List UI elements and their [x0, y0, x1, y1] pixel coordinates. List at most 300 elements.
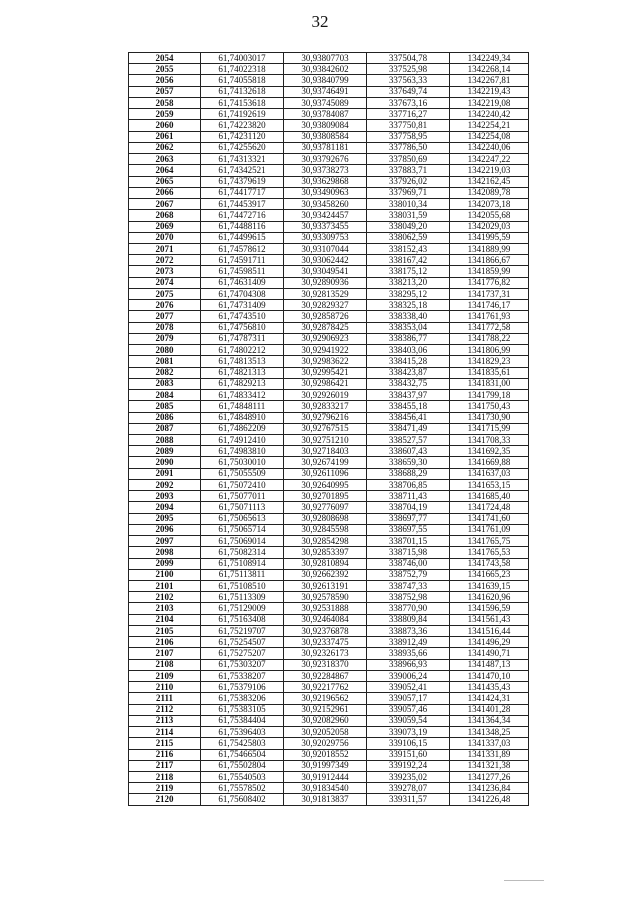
- latitude-cell: 61,74848111: [201, 401, 284, 412]
- x-coordinate-cell: 338711,43: [367, 491, 450, 502]
- y-coordinate-cell: 1341226,48: [450, 794, 529, 805]
- x-coordinate-cell: 338607,43: [367, 446, 450, 457]
- latitude-cell: 61,74821313: [201, 367, 284, 378]
- latitude-cell: 61,74743510: [201, 311, 284, 322]
- x-coordinate-cell: 338415,28: [367, 356, 450, 367]
- point-number-cell: 2070: [129, 232, 201, 243]
- y-coordinate-cell: 1341724,48: [450, 502, 529, 513]
- x-coordinate-cell: 339059,54: [367, 715, 450, 726]
- y-coordinate-cell: 1341337,03: [450, 738, 529, 749]
- longitude-cell: 30,92941922: [284, 345, 367, 356]
- x-coordinate-cell: 339192,24: [367, 760, 450, 771]
- point-number-cell: 2084: [129, 390, 201, 401]
- longitude-cell: 30,91912444: [284, 772, 367, 783]
- longitude-cell: 30,92810894: [284, 558, 367, 569]
- x-coordinate-cell: 337563,33: [367, 75, 450, 86]
- longitude-cell: 30,93738273: [284, 165, 367, 176]
- y-coordinate-cell: 1341806,99: [450, 345, 529, 356]
- point-number-cell: 2075: [129, 288, 201, 299]
- x-coordinate-cell: 338167,42: [367, 255, 450, 266]
- table-row: [129, 367, 529, 378]
- longitude-cell: 30,92578590: [284, 592, 367, 603]
- point-number-cell: 2102: [129, 592, 201, 603]
- latitude-cell: 61,74132618: [201, 86, 284, 97]
- x-coordinate-cell: 338935,66: [367, 648, 450, 659]
- latitude-cell: 61,75071113: [201, 502, 284, 513]
- x-coordinate-cell: 338152,43: [367, 243, 450, 254]
- table-row: [129, 513, 529, 524]
- table-row: [129, 446, 529, 457]
- longitude-cell: 30,92813529: [284, 288, 367, 299]
- y-coordinate-cell: 1341765,53: [450, 547, 529, 558]
- longitude-cell: 30,92640995: [284, 479, 367, 490]
- point-number-cell: 2061: [129, 131, 201, 142]
- x-coordinate-cell: 337850,69: [367, 154, 450, 165]
- y-coordinate-cell: 1341516,44: [450, 625, 529, 636]
- table-row: [129, 547, 529, 558]
- point-number-cell: 2108: [129, 659, 201, 670]
- x-coordinate-cell: 339106,15: [367, 738, 450, 749]
- y-coordinate-cell: 1341829,23: [450, 356, 529, 367]
- y-coordinate-cell: 1342055,68: [450, 210, 529, 221]
- point-number-cell: 2106: [129, 637, 201, 648]
- y-coordinate-cell: 1341653,15: [450, 479, 529, 490]
- table-row: [129, 345, 529, 356]
- longitude-cell: 30,93808584: [284, 131, 367, 142]
- point-number-cell: 2064: [129, 165, 201, 176]
- point-number-cell: 2099: [129, 558, 201, 569]
- longitude-cell: 30,92613191: [284, 581, 367, 592]
- table-row: [129, 423, 529, 434]
- point-number-cell: 2114: [129, 727, 201, 738]
- longitude-cell: 30,92829327: [284, 300, 367, 311]
- y-coordinate-cell: 1342073,18: [450, 199, 529, 210]
- longitude-cell: 30,92318370: [284, 659, 367, 670]
- y-coordinate-cell: 1341750,43: [450, 401, 529, 412]
- latitude-cell: 61,74255620: [201, 142, 284, 153]
- longitude-cell: 30,93424457: [284, 210, 367, 221]
- table-row: [129, 221, 529, 232]
- table-row: [129, 288, 529, 299]
- table-row: [129, 715, 529, 726]
- latitude-cell: 61,75578502: [201, 783, 284, 794]
- point-number-cell: 2085: [129, 401, 201, 412]
- table-row: [129, 165, 529, 176]
- table-row: [129, 614, 529, 625]
- table-row: [129, 659, 529, 670]
- longitude-cell: 30,92796216: [284, 412, 367, 423]
- x-coordinate-cell: 339057,17: [367, 693, 450, 704]
- table-row: [129, 210, 529, 221]
- x-coordinate-cell: 337716,27: [367, 109, 450, 120]
- x-coordinate-cell: 337883,71: [367, 165, 450, 176]
- longitude-cell: 30,93049541: [284, 266, 367, 277]
- latitude-cell: 61,74379619: [201, 176, 284, 187]
- longitude-cell: 30,92018552: [284, 749, 367, 760]
- table-row: [129, 75, 529, 86]
- latitude-cell: 61,74756810: [201, 322, 284, 333]
- point-number-cell: 2093: [129, 491, 201, 502]
- longitude-cell: 30,92995421: [284, 367, 367, 378]
- point-number-cell: 2112: [129, 704, 201, 715]
- point-number-cell: 2058: [129, 97, 201, 108]
- point-number-cell: 2056: [129, 75, 201, 86]
- point-number-cell: 2073: [129, 266, 201, 277]
- point-number-cell: 2057: [129, 86, 201, 97]
- y-coordinate-cell: 1342219,08: [450, 97, 529, 108]
- point-number-cell: 2101: [129, 581, 201, 592]
- table-row: [129, 64, 529, 75]
- x-coordinate-cell: 339073,19: [367, 727, 450, 738]
- y-coordinate-cell: 1341348,25: [450, 727, 529, 738]
- table-row: [129, 243, 529, 254]
- latitude-cell: 61,75338207: [201, 670, 284, 681]
- point-number-cell: 2065: [129, 176, 201, 187]
- y-coordinate-cell: 1341364,34: [450, 715, 529, 726]
- y-coordinate-cell: 1342240,06: [450, 142, 529, 153]
- latitude-cell: 61,75069014: [201, 536, 284, 547]
- latitude-cell: 61,74499615: [201, 232, 284, 243]
- point-number-cell: 2069: [129, 221, 201, 232]
- point-number-cell: 2068: [129, 210, 201, 221]
- table-row: [129, 479, 529, 490]
- x-coordinate-cell: 338062,59: [367, 232, 450, 243]
- latitude-cell: 61,75108914: [201, 558, 284, 569]
- longitude-cell: 30,92284867: [284, 670, 367, 681]
- point-number-cell: 2092: [129, 479, 201, 490]
- table-row: [129, 109, 529, 120]
- longitude-cell: 30,92853397: [284, 547, 367, 558]
- latitude-cell: 61,75113309: [201, 592, 284, 603]
- longitude-cell: 30,92926019: [284, 390, 367, 401]
- point-number-cell: 2098: [129, 547, 201, 558]
- longitude-cell: 30,92858726: [284, 311, 367, 322]
- point-number-cell: 2100: [129, 569, 201, 580]
- longitude-cell: 30,92878425: [284, 322, 367, 333]
- y-coordinate-cell: 1341496,29: [450, 637, 529, 648]
- longitude-cell: 30,92833217: [284, 401, 367, 412]
- y-coordinate-cell: 1342268,14: [450, 64, 529, 75]
- latitude-cell: 61,75055509: [201, 468, 284, 479]
- point-number-cell: 2120: [129, 794, 201, 805]
- y-coordinate-cell: 1341715,99: [450, 423, 529, 434]
- y-coordinate-cell: 1342029,03: [450, 221, 529, 232]
- longitude-cell: 30,91997349: [284, 760, 367, 771]
- y-coordinate-cell: 1341620,96: [450, 592, 529, 603]
- latitude-cell: 61,75077011: [201, 491, 284, 502]
- point-number-cell: 2082: [129, 367, 201, 378]
- y-coordinate-cell: 1341692,35: [450, 446, 529, 457]
- y-coordinate-cell: 1341761,09: [450, 524, 529, 535]
- latitude-cell: 61,74598511: [201, 266, 284, 277]
- x-coordinate-cell: 337926,02: [367, 176, 450, 187]
- point-number-cell: 2117: [129, 760, 201, 771]
- point-number-cell: 2110: [129, 682, 201, 693]
- y-coordinate-cell: 1341277,26: [450, 772, 529, 783]
- table-row: [129, 142, 529, 153]
- table-row: [129, 468, 529, 479]
- longitude-cell: 30,93629868: [284, 176, 367, 187]
- latitude-cell: 61,74342521: [201, 165, 284, 176]
- latitude-cell: 61,74829213: [201, 378, 284, 389]
- latitude-cell: 61,75425803: [201, 738, 284, 749]
- page-edge-line: [504, 880, 544, 881]
- table-row: [129, 232, 529, 243]
- table-row: [129, 738, 529, 749]
- latitude-cell: 61,74833412: [201, 390, 284, 401]
- y-coordinate-cell: 1341730,90: [450, 412, 529, 423]
- latitude-cell: 61,74813513: [201, 356, 284, 367]
- latitude-cell: 61,74022318: [201, 64, 284, 75]
- coordinates-table-body: [129, 53, 529, 806]
- longitude-cell: 30,93809084: [284, 120, 367, 131]
- table-row: [129, 637, 529, 648]
- point-number-cell: 2054: [129, 53, 201, 64]
- longitude-cell: 30,92751210: [284, 434, 367, 445]
- table-row: [129, 356, 529, 367]
- y-coordinate-cell: 1341470,10: [450, 670, 529, 681]
- x-coordinate-cell: 338423,87: [367, 367, 450, 378]
- y-coordinate-cell: 1341639,15: [450, 581, 529, 592]
- latitude-cell: 61,75254507: [201, 637, 284, 648]
- longitude-cell: 30,92376878: [284, 625, 367, 636]
- latitude-cell: 61,74631409: [201, 277, 284, 288]
- x-coordinate-cell: 338175,12: [367, 266, 450, 277]
- longitude-cell: 30,92674199: [284, 457, 367, 468]
- latitude-cell: 61,75108510: [201, 581, 284, 592]
- y-coordinate-cell: 1341835,61: [450, 367, 529, 378]
- x-coordinate-cell: 338912,49: [367, 637, 450, 648]
- x-coordinate-cell: 337649,74: [367, 86, 450, 97]
- y-coordinate-cell: 1341490,71: [450, 648, 529, 659]
- x-coordinate-cell: 338697,77: [367, 513, 450, 524]
- x-coordinate-cell: 338295,12: [367, 288, 450, 299]
- y-coordinate-cell: 1341561,43: [450, 614, 529, 625]
- latitude-cell: 61,74802212: [201, 345, 284, 356]
- y-coordinate-cell: 1341776,82: [450, 277, 529, 288]
- point-number-cell: 2086: [129, 412, 201, 423]
- y-coordinate-cell: 1341866,67: [450, 255, 529, 266]
- x-coordinate-cell: 338471,49: [367, 423, 450, 434]
- x-coordinate-cell: 338809,84: [367, 614, 450, 625]
- y-coordinate-cell: 1341741,60: [450, 513, 529, 524]
- table-row: [129, 86, 529, 97]
- table-row: [129, 120, 529, 131]
- latitude-cell: 61,75129009: [201, 603, 284, 614]
- longitude-cell: 30,93745089: [284, 97, 367, 108]
- longitude-cell: 30,92906923: [284, 333, 367, 344]
- coordinates-table: [128, 52, 529, 806]
- longitude-cell: 30,93309753: [284, 232, 367, 243]
- table-row: [129, 255, 529, 266]
- point-number-cell: 2116: [129, 749, 201, 760]
- table-row: [129, 322, 529, 333]
- latitude-cell: 61,75113811: [201, 569, 284, 580]
- x-coordinate-cell: 337525,98: [367, 64, 450, 75]
- x-coordinate-cell: 338706,85: [367, 479, 450, 490]
- longitude-cell: 30,92029756: [284, 738, 367, 749]
- y-coordinate-cell: 1341831,00: [450, 378, 529, 389]
- latitude-cell: 61,74223820: [201, 120, 284, 131]
- latitude-cell: 61,75383206: [201, 693, 284, 704]
- y-coordinate-cell: 1341669,88: [450, 457, 529, 468]
- point-number-cell: 2109: [129, 670, 201, 681]
- latitude-cell: 61,74231120: [201, 131, 284, 142]
- table-row: [129, 266, 529, 277]
- latitude-cell: 61,75502804: [201, 760, 284, 771]
- point-number-cell: 2090: [129, 457, 201, 468]
- x-coordinate-cell: 338031,59: [367, 210, 450, 221]
- x-coordinate-cell: 338386,77: [367, 333, 450, 344]
- y-coordinate-cell: 1342247,22: [450, 154, 529, 165]
- latitude-cell: 61,74153618: [201, 97, 284, 108]
- latitude-cell: 61,74192619: [201, 109, 284, 120]
- longitude-cell: 30,92337475: [284, 637, 367, 648]
- y-coordinate-cell: 1341596,59: [450, 603, 529, 614]
- table-row: [129, 300, 529, 311]
- latitude-cell: 61,74003017: [201, 53, 284, 64]
- point-number-cell: 2091: [129, 468, 201, 479]
- table-row: [129, 199, 529, 210]
- y-coordinate-cell: 1342219,03: [450, 165, 529, 176]
- x-coordinate-cell: 338010,34: [367, 199, 450, 210]
- y-coordinate-cell: 1341889,99: [450, 243, 529, 254]
- y-coordinate-cell: 1341761,93: [450, 311, 529, 322]
- y-coordinate-cell: 1341799,18: [450, 390, 529, 401]
- longitude-cell: 30,91813837: [284, 794, 367, 805]
- latitude-cell: 61,75379106: [201, 682, 284, 693]
- y-coordinate-cell: 1341435,43: [450, 682, 529, 693]
- latitude-cell: 61,74983810: [201, 446, 284, 457]
- page-number: 32: [311, 12, 329, 31]
- longitude-cell: 30,92983622: [284, 356, 367, 367]
- table-row: [129, 592, 529, 603]
- table-row: [129, 536, 529, 547]
- y-coordinate-cell: 1341859,99: [450, 266, 529, 277]
- longitude-cell: 30,92082960: [284, 715, 367, 726]
- latitude-cell: 61,75608402: [201, 794, 284, 805]
- table-row: [129, 491, 529, 502]
- y-coordinate-cell: 1341765,75: [450, 536, 529, 547]
- latitude-cell: 61,74453917: [201, 199, 284, 210]
- table-row: [129, 434, 529, 445]
- x-coordinate-cell: 338213,20: [367, 277, 450, 288]
- y-coordinate-cell: 1341401,28: [450, 704, 529, 715]
- point-number-cell: 2060: [129, 120, 201, 131]
- longitude-cell: 30,92845598: [284, 524, 367, 535]
- longitude-cell: 30,92808698: [284, 513, 367, 524]
- table-row: [129, 457, 529, 468]
- point-number-cell: 2080: [129, 345, 201, 356]
- y-coordinate-cell: 1341743,58: [450, 558, 529, 569]
- point-number-cell: 2118: [129, 772, 201, 783]
- longitude-cell: 30,92052058: [284, 727, 367, 738]
- latitude-cell: 61,74912410: [201, 434, 284, 445]
- x-coordinate-cell: 339311,57: [367, 794, 450, 805]
- longitude-cell: 30,92776097: [284, 502, 367, 513]
- table-row: [129, 625, 529, 636]
- longitude-cell: 30,92464084: [284, 614, 367, 625]
- x-coordinate-cell: 338746,00: [367, 558, 450, 569]
- table-row: [129, 53, 529, 64]
- longitude-cell: 30,92767515: [284, 423, 367, 434]
- longitude-cell: 30,92531888: [284, 603, 367, 614]
- x-coordinate-cell: 337504,78: [367, 53, 450, 64]
- x-coordinate-cell: 339278,07: [367, 783, 450, 794]
- latitude-cell: 61,74848910: [201, 412, 284, 423]
- latitude-cell: 61,74704308: [201, 288, 284, 299]
- x-coordinate-cell: 337786,50: [367, 142, 450, 153]
- x-coordinate-cell: 338701,15: [367, 536, 450, 547]
- table-row: [129, 569, 529, 580]
- table-row: [129, 794, 529, 805]
- y-coordinate-cell: 1341236,84: [450, 783, 529, 794]
- point-number-cell: 2095: [129, 513, 201, 524]
- latitude-cell: 61,75466504: [201, 749, 284, 760]
- table-row: [129, 749, 529, 760]
- point-number-cell: 2063: [129, 154, 201, 165]
- table-row: [129, 412, 529, 423]
- y-coordinate-cell: 1341637,03: [450, 468, 529, 479]
- y-coordinate-cell: 1342162,45: [450, 176, 529, 187]
- longitude-cell: 30,93840799: [284, 75, 367, 86]
- point-number-cell: 2096: [129, 524, 201, 535]
- latitude-cell: 61,74731409: [201, 300, 284, 311]
- x-coordinate-cell: 338456,41: [367, 412, 450, 423]
- y-coordinate-cell: 1341685,40: [450, 491, 529, 502]
- y-coordinate-cell: 1341424,31: [450, 693, 529, 704]
- point-number-cell: 2059: [129, 109, 201, 120]
- x-coordinate-cell: 338697,55: [367, 524, 450, 535]
- latitude-cell: 61,74313321: [201, 154, 284, 165]
- table-row: [129, 187, 529, 198]
- x-coordinate-cell: 338353,04: [367, 322, 450, 333]
- x-coordinate-cell: 339052,41: [367, 682, 450, 693]
- x-coordinate-cell: 338770,90: [367, 603, 450, 614]
- x-coordinate-cell: 338752,98: [367, 592, 450, 603]
- longitude-cell: 30,93746491: [284, 86, 367, 97]
- y-coordinate-cell: 1341708,33: [450, 434, 529, 445]
- longitude-cell: 30,92611096: [284, 468, 367, 479]
- longitude-cell: 30,93490963: [284, 187, 367, 198]
- x-coordinate-cell: 339057,46: [367, 704, 450, 715]
- latitude-cell: 61,74417717: [201, 187, 284, 198]
- table-row: [129, 311, 529, 322]
- latitude-cell: 61,75065613: [201, 513, 284, 524]
- table-row: [129, 704, 529, 715]
- x-coordinate-cell: 338049,20: [367, 221, 450, 232]
- table-row: [129, 277, 529, 288]
- longitude-cell: 30,93373455: [284, 221, 367, 232]
- point-number-cell: 2103: [129, 603, 201, 614]
- latitude-cell: 61,74862209: [201, 423, 284, 434]
- longitude-cell: 30,92854298: [284, 536, 367, 547]
- x-coordinate-cell: 339235,02: [367, 772, 450, 783]
- x-coordinate-cell: 338338,40: [367, 311, 450, 322]
- point-number-cell: 2105: [129, 625, 201, 636]
- y-coordinate-cell: 1341487,13: [450, 659, 529, 670]
- y-coordinate-cell: 1342254,21: [450, 120, 529, 131]
- longitude-cell: 30,91834540: [284, 783, 367, 794]
- table-row: [129, 524, 529, 535]
- table-row: [129, 401, 529, 412]
- point-number-cell: 2071: [129, 243, 201, 254]
- table-row: [129, 603, 529, 614]
- point-number-cell: 2111: [129, 693, 201, 704]
- y-coordinate-cell: 1341737,31: [450, 288, 529, 299]
- latitude-cell: 61,74787311: [201, 333, 284, 344]
- point-number-cell: 2115: [129, 738, 201, 749]
